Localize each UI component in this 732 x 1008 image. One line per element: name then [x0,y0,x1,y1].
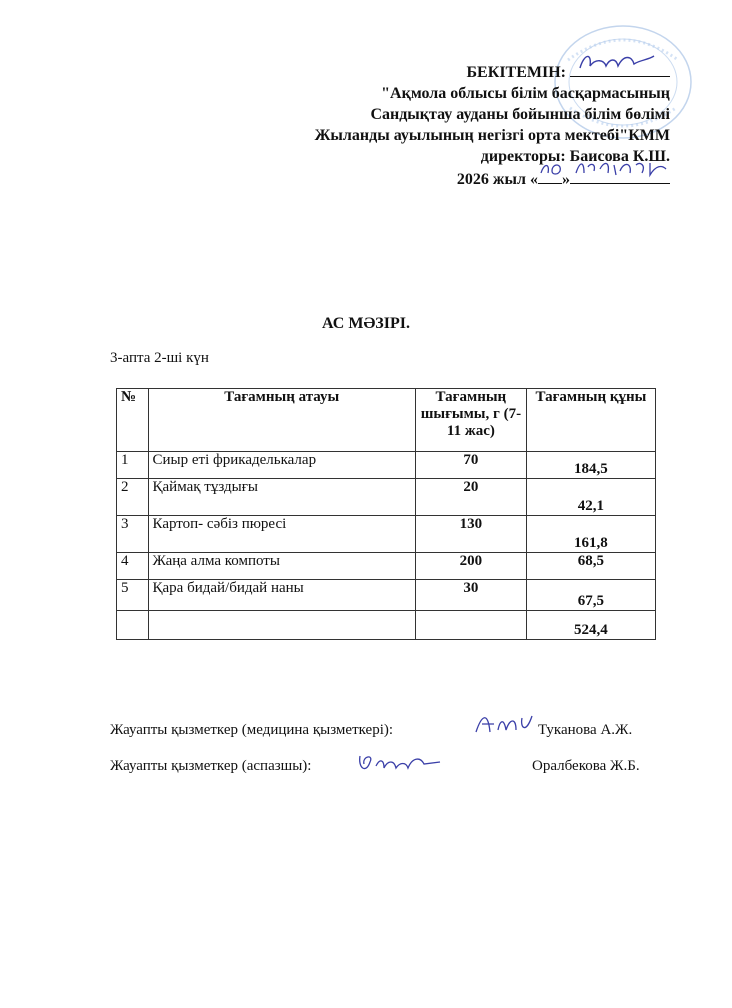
table-total-row [117,611,656,640]
total-price: 524,4 [526,611,655,640]
table-row [117,479,656,516]
date-close-quote: » [562,171,570,188]
table-header-row [117,389,656,452]
table-row [117,516,656,553]
approval-org-line3: Жыланды ауылының негізгі орта мектебі"КММ [314,127,670,144]
row-no: 1 [117,452,149,479]
header-price: Тағамның құны [526,389,655,452]
header-name: Тағамның атауы [148,389,415,452]
menu-table [116,388,656,640]
row-no: 4 [117,553,149,580]
row-price: 67,5 [526,580,655,611]
total-empty-yield [415,611,526,640]
row-name: Қаймақ тұздығы [148,479,415,516]
approval-org-line1: "Ақмола облысы білім басқармасының [381,85,670,102]
row-name: Сиыр еті фрикаделькалар [148,452,415,479]
row-yield: 20 [415,479,526,516]
row-yield: 130 [415,516,526,553]
date-month-slot [570,167,670,184]
page-subtitle: 3-апта 2-ші күн [110,350,209,366]
row-price: 184,5 [526,452,655,479]
table-row [117,553,656,580]
header-no: № [117,389,149,452]
approval-date-line [250,167,670,190]
row-yield: 70 [415,452,526,479]
row-price: 42,1 [526,479,655,516]
cook-label: Жауапты қызметкер (аспазшы): [110,758,312,774]
table-row [117,452,656,479]
table-row [117,580,656,611]
medical-name: Туканова А.Ж. [538,722,633,738]
row-name: Картоп- сәбіз пюресі [148,516,415,553]
header-yield: Тағамның шығымы, г (7-11 жас) [415,389,526,452]
medical-label: Жауапты қызметкер (медицина қызметкері): [110,722,394,738]
approval-org-line2: Сандықтау ауданы бойынша білім бөлімі [370,106,670,123]
cook-name: Оралбекова Ж.Б. [532,758,640,774]
row-no: 3 [117,516,149,553]
medical-responsible-line [110,722,670,739]
row-price: 68,5 [526,553,655,580]
page-title: АС МӘЗІРІ. [322,315,410,332]
approval-year: 2026 жыл « [456,171,538,188]
total-empty-name [148,611,415,640]
row-price: 161,8 [526,516,655,553]
row-yield: 30 [415,580,526,611]
cook-signature [354,748,444,778]
approval-heading: БЕКІТЕМІН: [466,64,566,81]
approval-director: директоры: Баисова К.Ш. [480,148,670,165]
director-signature-slot [570,60,670,77]
director-signature [570,46,670,76]
row-name: Жаңа алма компоты [148,553,415,580]
row-no: 2 [117,479,149,516]
date-day-slot [538,167,562,184]
row-yield: 200 [415,553,526,580]
row-no: 5 [117,580,149,611]
medical-signature [470,708,540,738]
total-empty-no [117,611,149,640]
cook-responsible-line [110,758,670,775]
approval-heading-line [250,60,670,83]
approval-block [250,60,670,190]
row-name: Қара бидай/бидай наны [148,580,415,611]
